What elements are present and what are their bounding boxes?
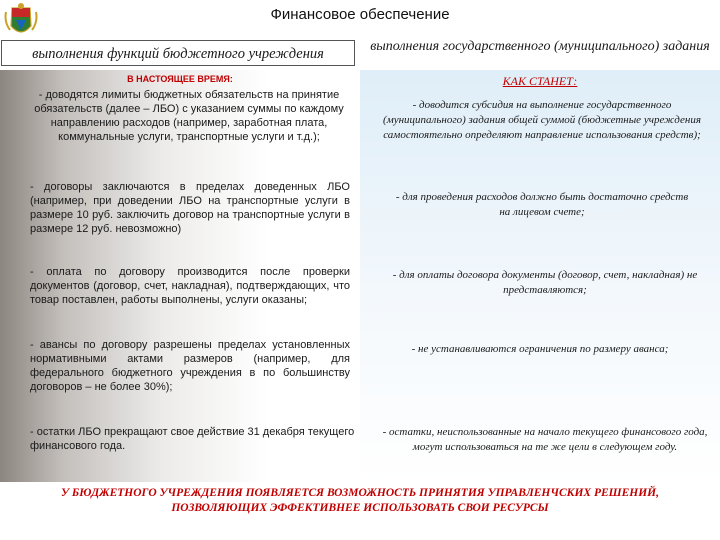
right-item-4: - не устанавливаются ограничения по размеру аванса; [411,343,669,355]
left-item-1: - доводятся лимиты бюджетных обязательств на принятие обязательств (далее – ЛБО) с указанием суммы по каждому направлению расходов (например, заработная плата, коммунальные услуги, транспортные услуги и т.д.); [34,89,344,143]
right-item-2: - для проведения расходов должно быть достаточно средств на лицевом счете; [395,191,689,218]
right-item-5: - остатки, неиспользованные на начало текущего финансового года, могут использоваться на те же цели в следующем году. [382,426,708,453]
bottom-note: У БЮДЖЕТНОГО УЧРЕЖДЕНИЯ ПОЯВЛЯЕТСЯ ВОЗМОЖНОСТЬ ПРИНЯТИЯ УПРАВЛЕНЧСКИХ РЕШЕНИЙ, ПОЗВОЛЯЮЩИХ ЭФФЕКТИВНЕЕ ИСПОЛЬЗОВАТЬ СВОИ РЕСУРСЫ [61,487,659,514]
left-item-5: - остатки ЛБО прекращают свое действие 31 декабря текущего финансового года. [30,426,355,452]
header-right: выполнения государственного (муниципального) задания [370,39,710,54]
right-item-3: - для оплаты договора документы (договор, счет, накладная) не представляются; [392,269,698,296]
left-item-2: - договоры заключаются в пределах доведенных ЛБО (например, при доведении ЛБО на транспортные услуги в размере 10 руб. заключить договор на транспортные услуги в размере 12 руб. невозможно) [30,181,350,235]
left-item-3: - оплата по договору производится после проверки документов (договор, счет, накладная), подтверждающих, что товар поставлен, работы выполнены, услуги оказаны; [30,266,350,306]
right-item-1: - доводится субсидия на выполнение государственного (муниципального) задания общей суммой (бюджетные учреждения самостоятельно определяют направление использования средств); [383,99,701,141]
header-left: выполнения функций бюджетного учреждения [1,40,355,66]
label-now: В НАСТОЯЩЕЕ ВРЕМЯ: [127,74,233,84]
label-will: КАК СТАНЕТ: [502,74,578,88]
left-item-4: - авансы по договору разрешены пределах установленных нормативными актами размеров (например, для федерального бюджетного учреждения в по большинству договоров – не более 30%); [30,339,350,393]
page-title: Финансовое обеспечение [270,6,450,23]
